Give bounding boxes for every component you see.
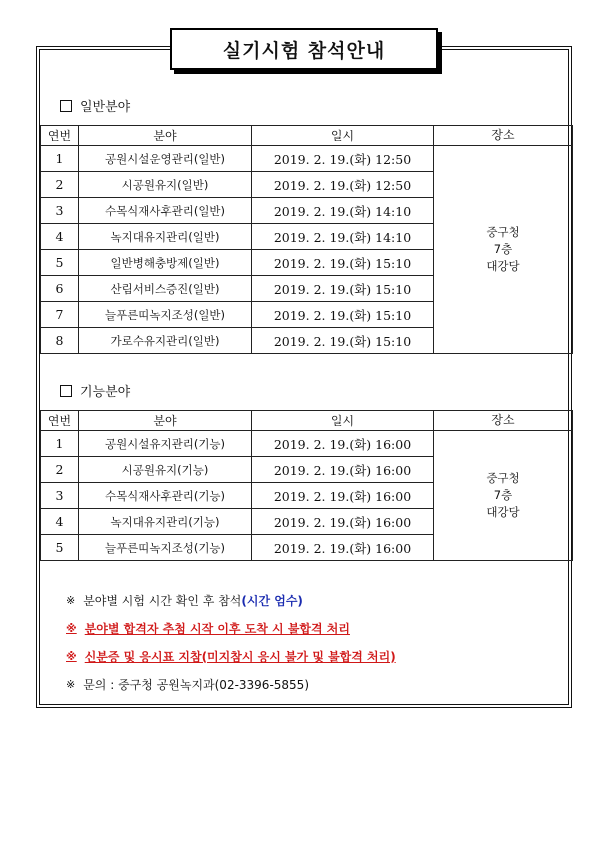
column-header-field: 분야 [79,411,252,431]
table-header-row [41,411,573,431]
column-header-place: 장소 [434,411,573,431]
note-mark-icon: ※ [66,593,76,607]
column-header-no: 연번 [41,126,79,146]
row-date: 2019. 2. 19.(화) 14:10 [252,224,434,250]
row-no: 4 [41,509,79,535]
row-no: 1 [41,431,79,457]
column-header-place: 장소 [434,126,573,146]
note-text: 분야별 시험 시간 확인 후 참석 [83,593,242,608]
place-line: 7층 [493,242,513,256]
table-row [41,431,573,457]
row-date: 2019. 2. 19.(화) 15:10 [252,328,434,354]
checkbox-icon [60,100,72,112]
note-emphasis: (시간 엄수) [241,593,303,608]
row-field: 공원시설운영관리(일반) [79,146,252,172]
schedule-table-skill [40,410,573,561]
place-line: 7층 [493,488,513,502]
row-no: 7 [41,302,79,328]
row-field: 수목식재사후관리(기능) [79,483,252,509]
row-date: 2019. 2. 19.(화) 12:50 [252,146,434,172]
place-line: 대강당 [486,505,520,519]
row-field: 녹지대유지관리(일반) [79,224,252,250]
row-date: 2019. 2. 19.(화) 16:00 [252,535,434,561]
note-text: 신분증 및 응시표 지참(미지참시 응시 불가 및 불합격 처리) [84,649,396,664]
section-title: 일반분야 [80,100,131,115]
note-late-arrival [66,614,396,642]
row-no: 6 [41,276,79,302]
row-field: 시공원유지(일반) [79,172,252,198]
note-text: 분야별 합격자 추첨 시작 이후 도착 시 불합격 처리 [84,621,350,636]
row-date: 2019. 2. 19.(화) 14:10 [252,198,434,224]
note-mark-icon: ※ [66,621,77,635]
note-mark-icon: ※ [66,677,76,691]
row-date: 2019. 2. 19.(화) 16:00 [252,457,434,483]
row-date: 2019. 2. 19.(화) 16:00 [252,483,434,509]
column-header-date: 일시 [252,411,434,431]
row-no: 8 [41,328,79,354]
page-title: 실기시험 참석안내 [222,39,386,62]
section-title: 기능분야 [80,385,131,400]
place-line: 중구청 [486,225,520,239]
row-no: 5 [41,250,79,276]
row-date: 2019. 2. 19.(화) 12:50 [252,172,434,198]
row-date: 2019. 2. 19.(화) 15:10 [252,250,434,276]
row-date: 2019. 2. 19.(화) 15:10 [252,276,434,302]
checkbox-icon [60,385,72,397]
row-no: 3 [41,483,79,509]
row-date: 2019. 2. 19.(화) 15:10 [252,302,434,328]
row-field: 늘푸른띠녹지조성(기능) [79,535,252,561]
column-header-no: 연번 [41,411,79,431]
place-cell [434,146,573,354]
note-time [66,586,396,614]
row-no: 4 [41,224,79,250]
section-heading-skill [60,381,130,400]
row-field: 가로수유지관리(일반) [79,328,252,354]
row-field: 공원시설유지관리(기능) [79,431,252,457]
row-no: 2 [41,457,79,483]
note-id-required [66,642,396,670]
column-header-date: 일시 [252,126,434,146]
column-header-field: 분야 [79,126,252,146]
note-text: 문의 : 중구청 공원녹지과(02-3396-5855) [83,677,309,692]
row-field: 시공원유지(기능) [79,457,252,483]
place-line: 중구청 [486,471,520,485]
table-row [41,146,573,172]
note-mark-icon: ※ [66,649,77,663]
row-date: 2019. 2. 19.(화) 16:00 [252,431,434,457]
row-no: 5 [41,535,79,561]
section-heading-general [60,96,130,115]
place-line: 대강당 [486,259,520,273]
title-box [170,28,438,70]
row-field: 늘푸른띠녹지조성(일반) [79,302,252,328]
row-no: 2 [41,172,79,198]
place-cell [434,431,573,561]
row-field: 녹지대유지관리(기능) [79,509,252,535]
row-date: 2019. 2. 19.(화) 16:00 [252,509,434,535]
row-field: 수목식재사후관리(일반) [79,198,252,224]
row-no: 3 [41,198,79,224]
table-header-row [41,126,573,146]
schedule-table-general [40,125,573,354]
row-no: 1 [41,146,79,172]
note-contact [66,670,396,698]
notes-list [66,586,396,698]
row-field: 일반병해충방제(일반) [79,250,252,276]
row-field: 산림서비스증진(일반) [79,276,252,302]
